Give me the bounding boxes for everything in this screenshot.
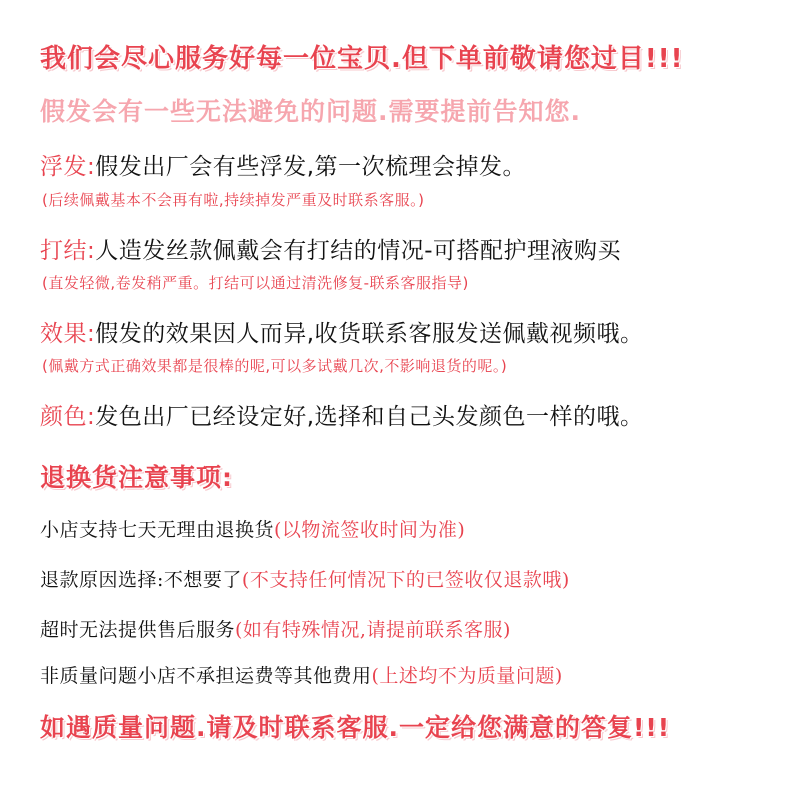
returns-row-note: (上述均不为质量问题) xyxy=(371,665,563,687)
item-key: 浮发: xyxy=(40,154,96,180)
item-note: (佩戴方式正确效果都是很棒的呢,可以多试戴几次,不影响退货的呢。) xyxy=(42,357,508,375)
item-text: 假发的效果因人而异,收货联系客服发送佩戴视频哦。 xyxy=(95,321,644,347)
item-note: (直发轻微,卷发稍严重。打结可以通过清洗修复-联系客服指导) xyxy=(42,274,469,292)
returns-row xyxy=(40,615,511,642)
returns-row-note: (不支持任何情况下的已签收仅退款哦) xyxy=(241,569,570,591)
returns-row-text: 超时无法提供售后服务 xyxy=(40,619,236,641)
returns-row-text: 小店支持七天无理由退换货 xyxy=(40,519,275,541)
returns-row xyxy=(40,661,563,688)
item-key: 打结: xyxy=(40,238,96,264)
returns-row xyxy=(40,515,465,542)
item-tangling xyxy=(40,232,621,265)
item-key: 颜色: xyxy=(40,404,96,430)
returns-row-note: (如有特殊情况,请提前联系客服) xyxy=(235,619,511,641)
returns-row-text: 退款原因选择:不想要了 xyxy=(40,569,242,591)
footer-headline: 如遇质量问题.请及时联系客服.一定给您满意的答复!!! xyxy=(40,713,671,742)
headline-secondary: 假发会有一些无法避免的问题.需要提前告知您. xyxy=(40,97,581,126)
item-note: (后续佩戴基本不会再有啦,持续掉发严重及时联系客服。) xyxy=(42,191,425,209)
headline-primary: 我们会尽心服务好每一位宝贝.但下单前敬请您过目!!! xyxy=(40,44,684,74)
item-key: 效果: xyxy=(40,321,96,347)
item-text: 假发出厂会有些浮发,第一次梳理会掉发。 xyxy=(95,154,527,180)
item-text: 发色出厂已经设定好,选择和自己头发颜色一样的哦。 xyxy=(95,404,644,430)
item-floating-hair xyxy=(40,148,526,181)
item-color xyxy=(40,398,644,431)
item-effect xyxy=(40,315,644,348)
returns-row-note: (以物流签收时间为准) xyxy=(274,519,466,541)
returns-row xyxy=(40,565,570,592)
item-text: 人造发丝款佩戴会有打结的情况-可搭配护理液购买 xyxy=(95,238,622,264)
returns-title: 退换货注意事项: xyxy=(40,463,233,492)
returns-row-text: 非质量问题小店不承担运费等其他费用 xyxy=(40,665,372,687)
